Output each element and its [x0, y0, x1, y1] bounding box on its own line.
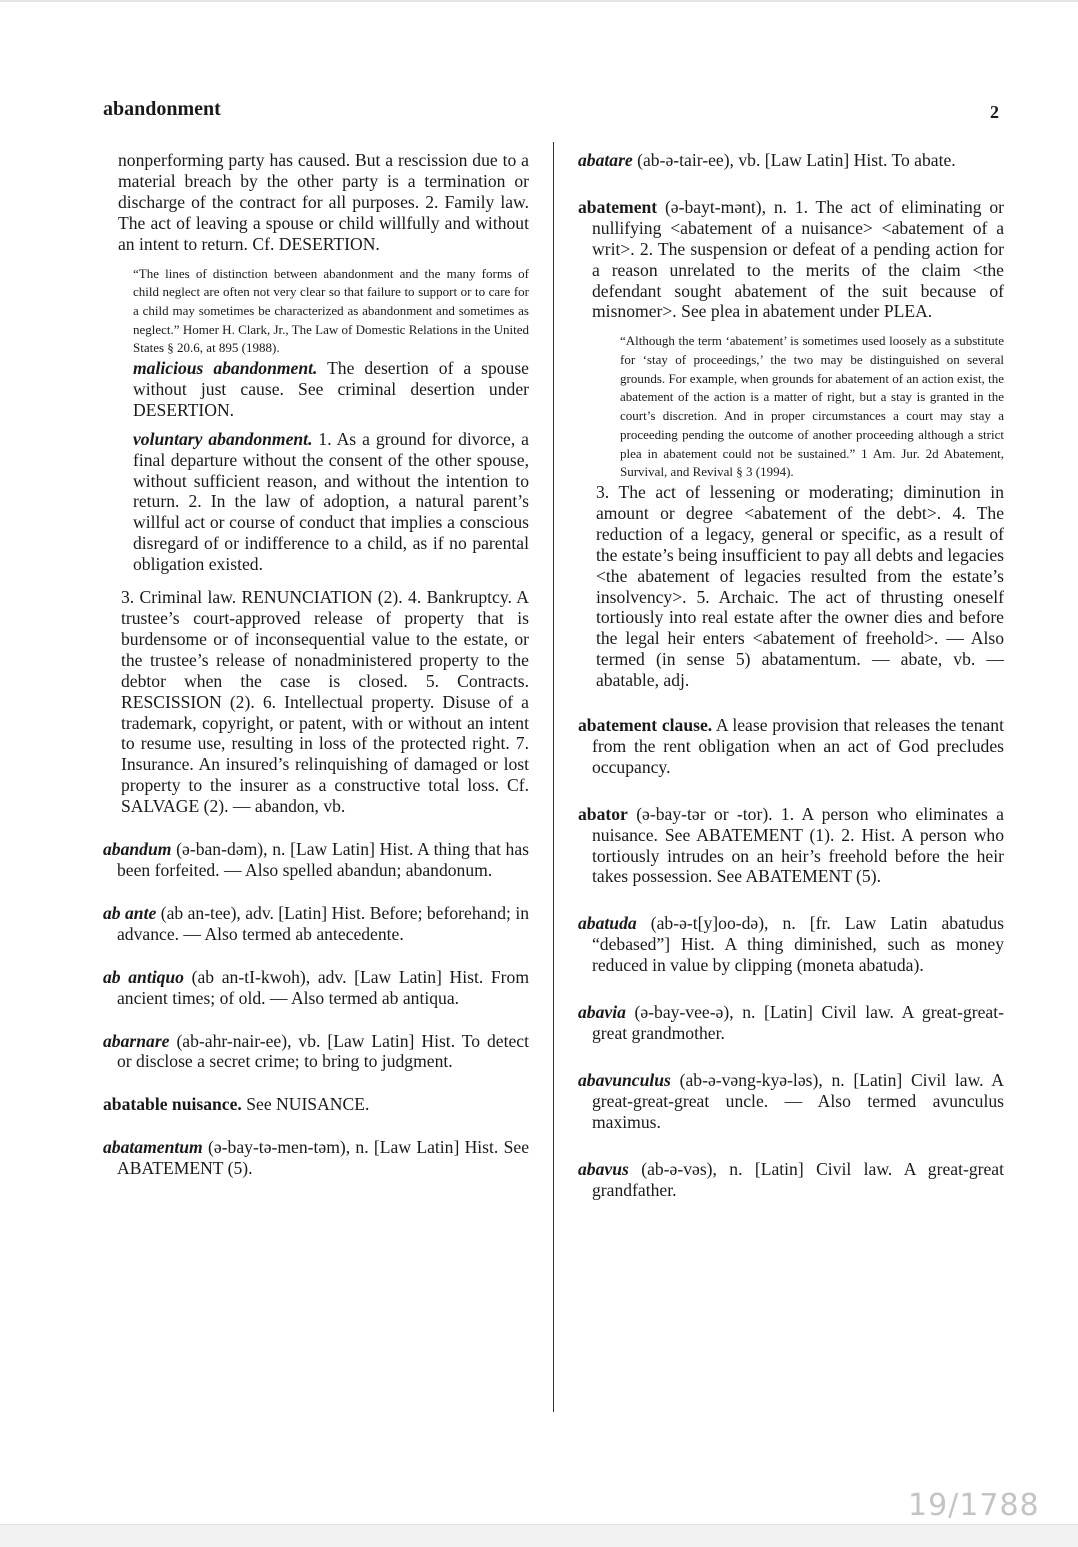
definition: (ab-ə-t[y]oo-də), n. [fr. Law Latin abatudus “debased”] Hist. A thing diminished, such as money reduced in value by clipping (moneta abatuda).	[592, 913, 1004, 976]
headword: abavus	[578, 1158, 629, 1179]
entry-abatare	[578, 150, 1004, 171]
headword: abatement clause.	[578, 715, 713, 736]
definition: (ə-bay-tər or -tor). 1. A person who eliminates a nuisance. See ABATEMENT (1). 2. Hist. A person who tortiously intrudes on an heir’s freehold before the heir takes possession. See ABATEMENT (5).	[592, 803, 1004, 887]
guide-word: abandonment	[103, 98, 221, 120]
definition: (ə-bay-vee-ə), n. [Latin] Civil law. A great-great-great grandmother.	[592, 1002, 1004, 1043]
definition: See NUISANCE.	[246, 1094, 370, 1115]
entry-abatement	[578, 197, 1004, 322]
left-column	[103, 150, 529, 1179]
viewer-bottom-bar	[0, 1524, 1078, 1547]
entry-abatamentum	[103, 1137, 529, 1179]
definition: (ab-ahr-nair-ee), vb. [Law Latin] Hist. To detect or disclose a secret crime; to bring to judgment.	[117, 1030, 529, 1072]
entry-abatable-nuisance	[103, 1094, 529, 1115]
headword: abatable nuisance.	[103, 1094, 242, 1115]
headword: malicious abandonment.	[133, 358, 318, 379]
entry-malicious-abandonment	[103, 358, 529, 421]
definition: (ab an-tee), adv. [Latin] Hist. Before; beforehand; in advance. — Also termed ab antecedente.	[117, 902, 529, 944]
abatement-senses: 3. The act of lessening or moderating; diminution in amount or degree <abatement of the debt>. 4. The reduction of a legacy, general or specific, as a result of the estate’s being insufficient to pay all debts and legacies <the abatement of legacies resulted from the estate’s insolvency>. 5. Archaic. The act of thrusting oneself tortiously into real estate after the owner dies and before the legal heir enters <abatement of freehold>. — Also termed (in sense 5) abatamentum. — abate, vb. — abatable, adj.	[596, 481, 1004, 691]
headword: abator	[578, 803, 628, 824]
definition: (ab-ə-tair-ee), vb. [Law Latin] Hist. To abate.	[637, 150, 956, 170]
definition: (ə-ban-dəm), n. [Law Latin] Hist. A thing that has been forfeited. — Also spelled abandun; abandonum.	[117, 839, 529, 880]
entry-abavus	[578, 1159, 1004, 1201]
headword: abatuda	[578, 913, 637, 934]
entry-abatement-clause	[578, 715, 1004, 778]
headword: abarnare	[103, 1030, 170, 1051]
definition: The desertion of a spouse without just cause. See criminal desertion under DESERTION.	[133, 358, 529, 420]
entry-abavunculus	[578, 1070, 1004, 1133]
definition: (ə-bayt-mənt), n. 1. The act of eliminating or nullifying <abatement of a nuisance> <abatement of a writ>. 2. The suspension or defeat of a pending action for a reason unrelated to the merits of the claim <the defendant sought abatement of the suit because of misnomer>. See plea in abatement under PLEA.	[592, 196, 1004, 322]
definition: 1. As a ground for divorce, a final departure without the consent of the other spouse, without sufficient reason, and without the intention to return. 2. In the law of adoption, a natural parent’s willful act or course of conduct that implies a conscious disregard of or indifference to a child, as if no parental obligation existed.	[133, 428, 529, 575]
definition: (ab-ə-vəs), n. [Latin] Civil law. A great-great grandfather.	[592, 1158, 1004, 1200]
definition: (ab-ə-vəng-kyə-ləs), n. [Latin] Civil law. A great-great-great uncle. — Also termed avunculus maximus.	[592, 1069, 1004, 1132]
page-number: 2	[990, 102, 999, 122]
entry-voluntary-abandonment	[103, 429, 529, 575]
entry-ab-antiquo	[103, 967, 529, 1009]
headword: voluntary abandonment.	[133, 428, 313, 449]
definition: (ab an-tI-kwoh), adv. [Law Latin] Hist. From ancient times; of old. — Also termed ab antiqua.	[117, 966, 530, 1008]
column-divider	[553, 142, 554, 1412]
top-border	[0, 0, 1078, 2]
headword: abavia	[578, 1002, 626, 1023]
page-counter: 19/1788	[908, 1488, 1040, 1523]
headword: abatamentum	[103, 1137, 203, 1158]
headword: abatement	[578, 196, 658, 217]
entry-abator	[578, 804, 1004, 888]
definition: (ə-bay-tə-men-təm), n. [Law Latin] Hist. See ABATEMENT (5).	[117, 1137, 530, 1179]
entry-abandum	[103, 839, 529, 881]
quote-am-jur: “Although the term ‘abatement’ is sometimes used loosely as a substitute for ‘stay of proceedings,’ the two may be distinguished on several grounds. For example, when grounds for abatement of an action exist, the abatement of the action is a matter of right, but a stay is granted in the court’s discretion. And in proper circumstances a court may stay a proceeding pending the outcome of another proceeding although a strict plea in abatement could not be sustained.” 1 Am. Jur. 2d Abatement, Survival, and Revival § 3 (1994).	[620, 333, 1004, 480]
abandonment-continuation: nonperforming party has caused. But a rescission due to a material breach by the other party is a termination or discharge of the contract for all purposes. 2. Family law. The act of leaving a spouse or child willfully and without an intent to return. Cf. DESERTION.	[118, 150, 529, 254]
headword: abatare	[578, 150, 633, 170]
abandonment-senses: 3. Criminal law. RENUNCIATION (2). 4. Bankruptcy. A trustee’s court-approved release of property that is burdensome or of inconsequential value to the estate, or the trustee’s release of nonadministered property to the debtor when the case is closed. 5. Contracts. RESCISSION (2). 6. Intellectual property. Disuse of a trademark, copyright, or patent, with or without an intent to resume use, resulting in loss of the protected right. 7. Insurance. An insured’s relinquishing of damaged or lost property to the insurer as a constructive total loss. Cf. SALVAGE (2). — abandon, vb.	[121, 587, 529, 817]
right-column	[578, 150, 1004, 1200]
headword: ab ante	[103, 902, 157, 923]
entry-abavia	[578, 1002, 1004, 1044]
definition: A lease provision that releases the tenant from the rent obligation when an act of God precludes occupancy.	[592, 715, 1004, 777]
headword: abandum	[103, 839, 172, 860]
quote-clark: “The lines of distinction between abandonment and the many forms of child neglect are often not very clear so that failure to support or to care for a child may sometimes be characterized as abandonment and sometimes as neglect.” Homer H. Clark, Jr., The Law of Domestic Relations in the United States § 20.6, at 895 (1988).	[133, 265, 529, 356]
headword: ab antiquo	[103, 966, 184, 987]
entry-ab-ante	[103, 903, 529, 945]
entry-abatuda	[578, 913, 1004, 976]
entry-abarnare	[103, 1031, 529, 1073]
headword: abavunculus	[578, 1069, 671, 1090]
